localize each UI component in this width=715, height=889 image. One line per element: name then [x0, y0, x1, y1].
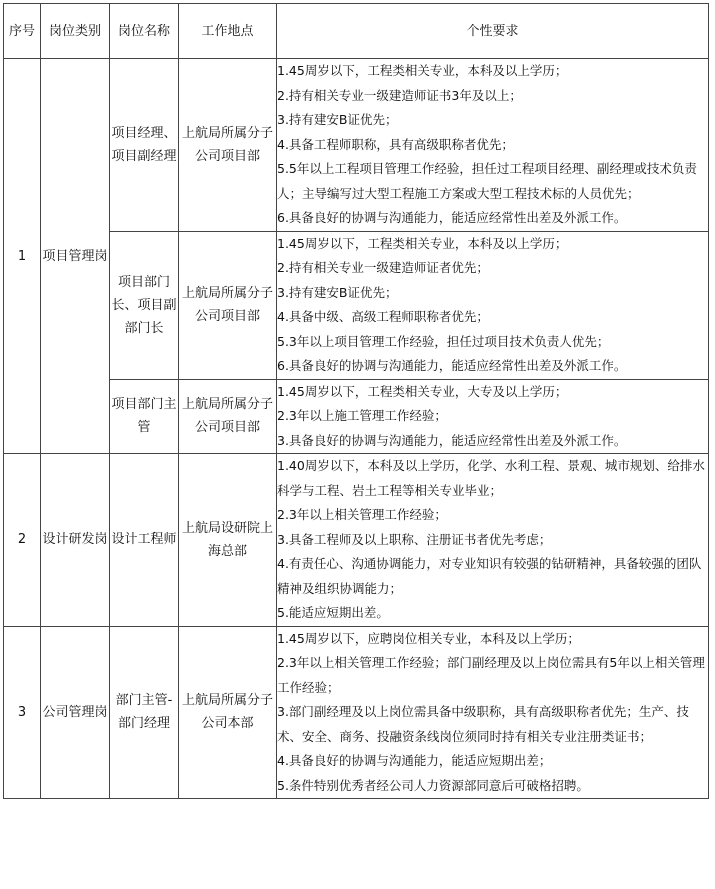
position-name: 项目部门主管: [110, 379, 179, 454]
requirement-item: 1.45周岁以下，工程类相关专业，大专及以上学历；: [277, 383, 568, 399]
requirement-item: 1.45周岁以下，工程类相关专业，本科及以上学历；: [277, 63, 568, 78]
table-row: [4, 454, 709, 627]
requirement-item: 1.40周岁以下，本科及以上学历，化学、水利工程、景观、城市规划、给排水科学与工程、岩土工程等相关专业毕业；: [277, 458, 705, 498]
position-name: 设计工程师: [110, 454, 179, 627]
table-row: [4, 379, 709, 454]
requirement-item: 2.持有相关专业一级建造师证书3年及以上；: [277, 87, 522, 103]
requirement-item: 4.具备良好的协调与沟通能力，能适应短期出差；: [277, 753, 552, 768]
position-location: 上航局所属分子公司项目部: [179, 59, 277, 232]
header-position: 岗位名称: [110, 4, 179, 59]
requirement-item: 2.持有相关专业一级建造师证者优先；: [277, 260, 489, 275]
row-category: 设计研发岗: [41, 454, 110, 627]
requirement-item: 5.5年以上工程项目管理工作经验，担任过工程项目经理、副经理或技术负责人；主导编写过大型工程施工方案或大型工程技术标的人员优先；: [277, 161, 697, 201]
position-location: 上航局所属分子公司项目部: [179, 379, 277, 454]
table-row: [4, 231, 709, 379]
requirement-item: 3.持有建安B证优先；: [277, 112, 398, 127]
requirement-item: 6.具备良好的协调与沟通能力，能适应经常性出差及外派工作。: [277, 210, 627, 225]
header-seq: 序号: [4, 4, 41, 59]
requirement-item: 2.3年以上相关管理工作经验；部门副经理及以上岗位需具有5年以上相关管理工作经验；: [277, 655, 705, 695]
requirement-item: 2.3年以上相关管理工作经验；: [277, 507, 447, 522]
row-seq: 1: [4, 59, 41, 454]
requirement-item: 3.具备良好的协调与沟通能力，能适应经常性出差及外派工作。: [277, 432, 627, 448]
requirement-item: 3.持有建安B证优先；: [277, 284, 398, 300]
position-location: 上航局设研院上海总部: [179, 454, 277, 627]
requirements-cell: [277, 454, 709, 627]
requirement-item: 5.能适应短期出差。: [277, 605, 389, 620]
row-category: 公司管理岗: [41, 626, 110, 799]
requirement-item: 5.3年以上项目管理工作经验，担任过项目技术负责人优先；: [277, 333, 610, 349]
requirement-item: 5.条件特别优秀者经公司人力资源部同意后可破格招聘。: [277, 777, 589, 793]
table-row: [4, 59, 709, 232]
requirement-item: 3.部门副经理及以上岗位需具备中级职称，具有高级职称者优先；生产、技术、安全、商务、投融资条线岗位须同时持有相关专业注册类证书；: [277, 704, 689, 744]
requirement-item: 1.45周岁以下，工程类相关专业，本科及以上学历；: [277, 235, 568, 251]
requirement-item: 4.有责任心、沟通协调能力，对专业知识有较强的钻研精神，具备较强的团队精神及组织协调能力；: [277, 556, 702, 596]
requirements-cell: [277, 231, 709, 379]
requirement-item: 1.45周岁以下，应聘岗位相关专业，本科及以上学历；: [277, 630, 580, 646]
row-category: 项目管理岗: [41, 59, 110, 454]
row-seq: 2: [4, 454, 41, 627]
requirement-item: 4.具备中级、高级工程师职称者优先；: [277, 309, 489, 324]
position-name: 项目经理、项目副经理: [110, 59, 179, 232]
requirement-item: 2.3年以上施工管理工作经验；: [277, 408, 447, 423]
recruitment-table: [3, 3, 709, 799]
header-requirements: 个性要求: [277, 4, 709, 59]
position-name: 项目部门长、项目副部门长: [110, 231, 179, 379]
requirement-item: 3.具备工程师及以上职称、注册证书者优先考虑；: [277, 531, 552, 547]
requirement-item: 6.具备良好的协调与沟通能力，能适应经常性出差及外派工作。: [277, 358, 627, 373]
table-row: [4, 626, 709, 799]
position-location: 上航局所属分子公司本部: [179, 626, 277, 799]
header-row: [4, 4, 709, 59]
header-location: 工作地点: [179, 4, 277, 59]
position-name: 部门主管-部门经理: [110, 626, 179, 799]
requirements-cell: [277, 626, 709, 799]
requirements-cell: [277, 379, 709, 454]
position-location: 上航局所属分子公司项目部: [179, 231, 277, 379]
row-seq: 3: [4, 626, 41, 799]
requirements-cell: [277, 59, 709, 232]
header-category: 岗位类别: [41, 4, 110, 59]
requirement-item: 4.具备工程师职称，具有高级职称者优先；: [277, 136, 514, 152]
